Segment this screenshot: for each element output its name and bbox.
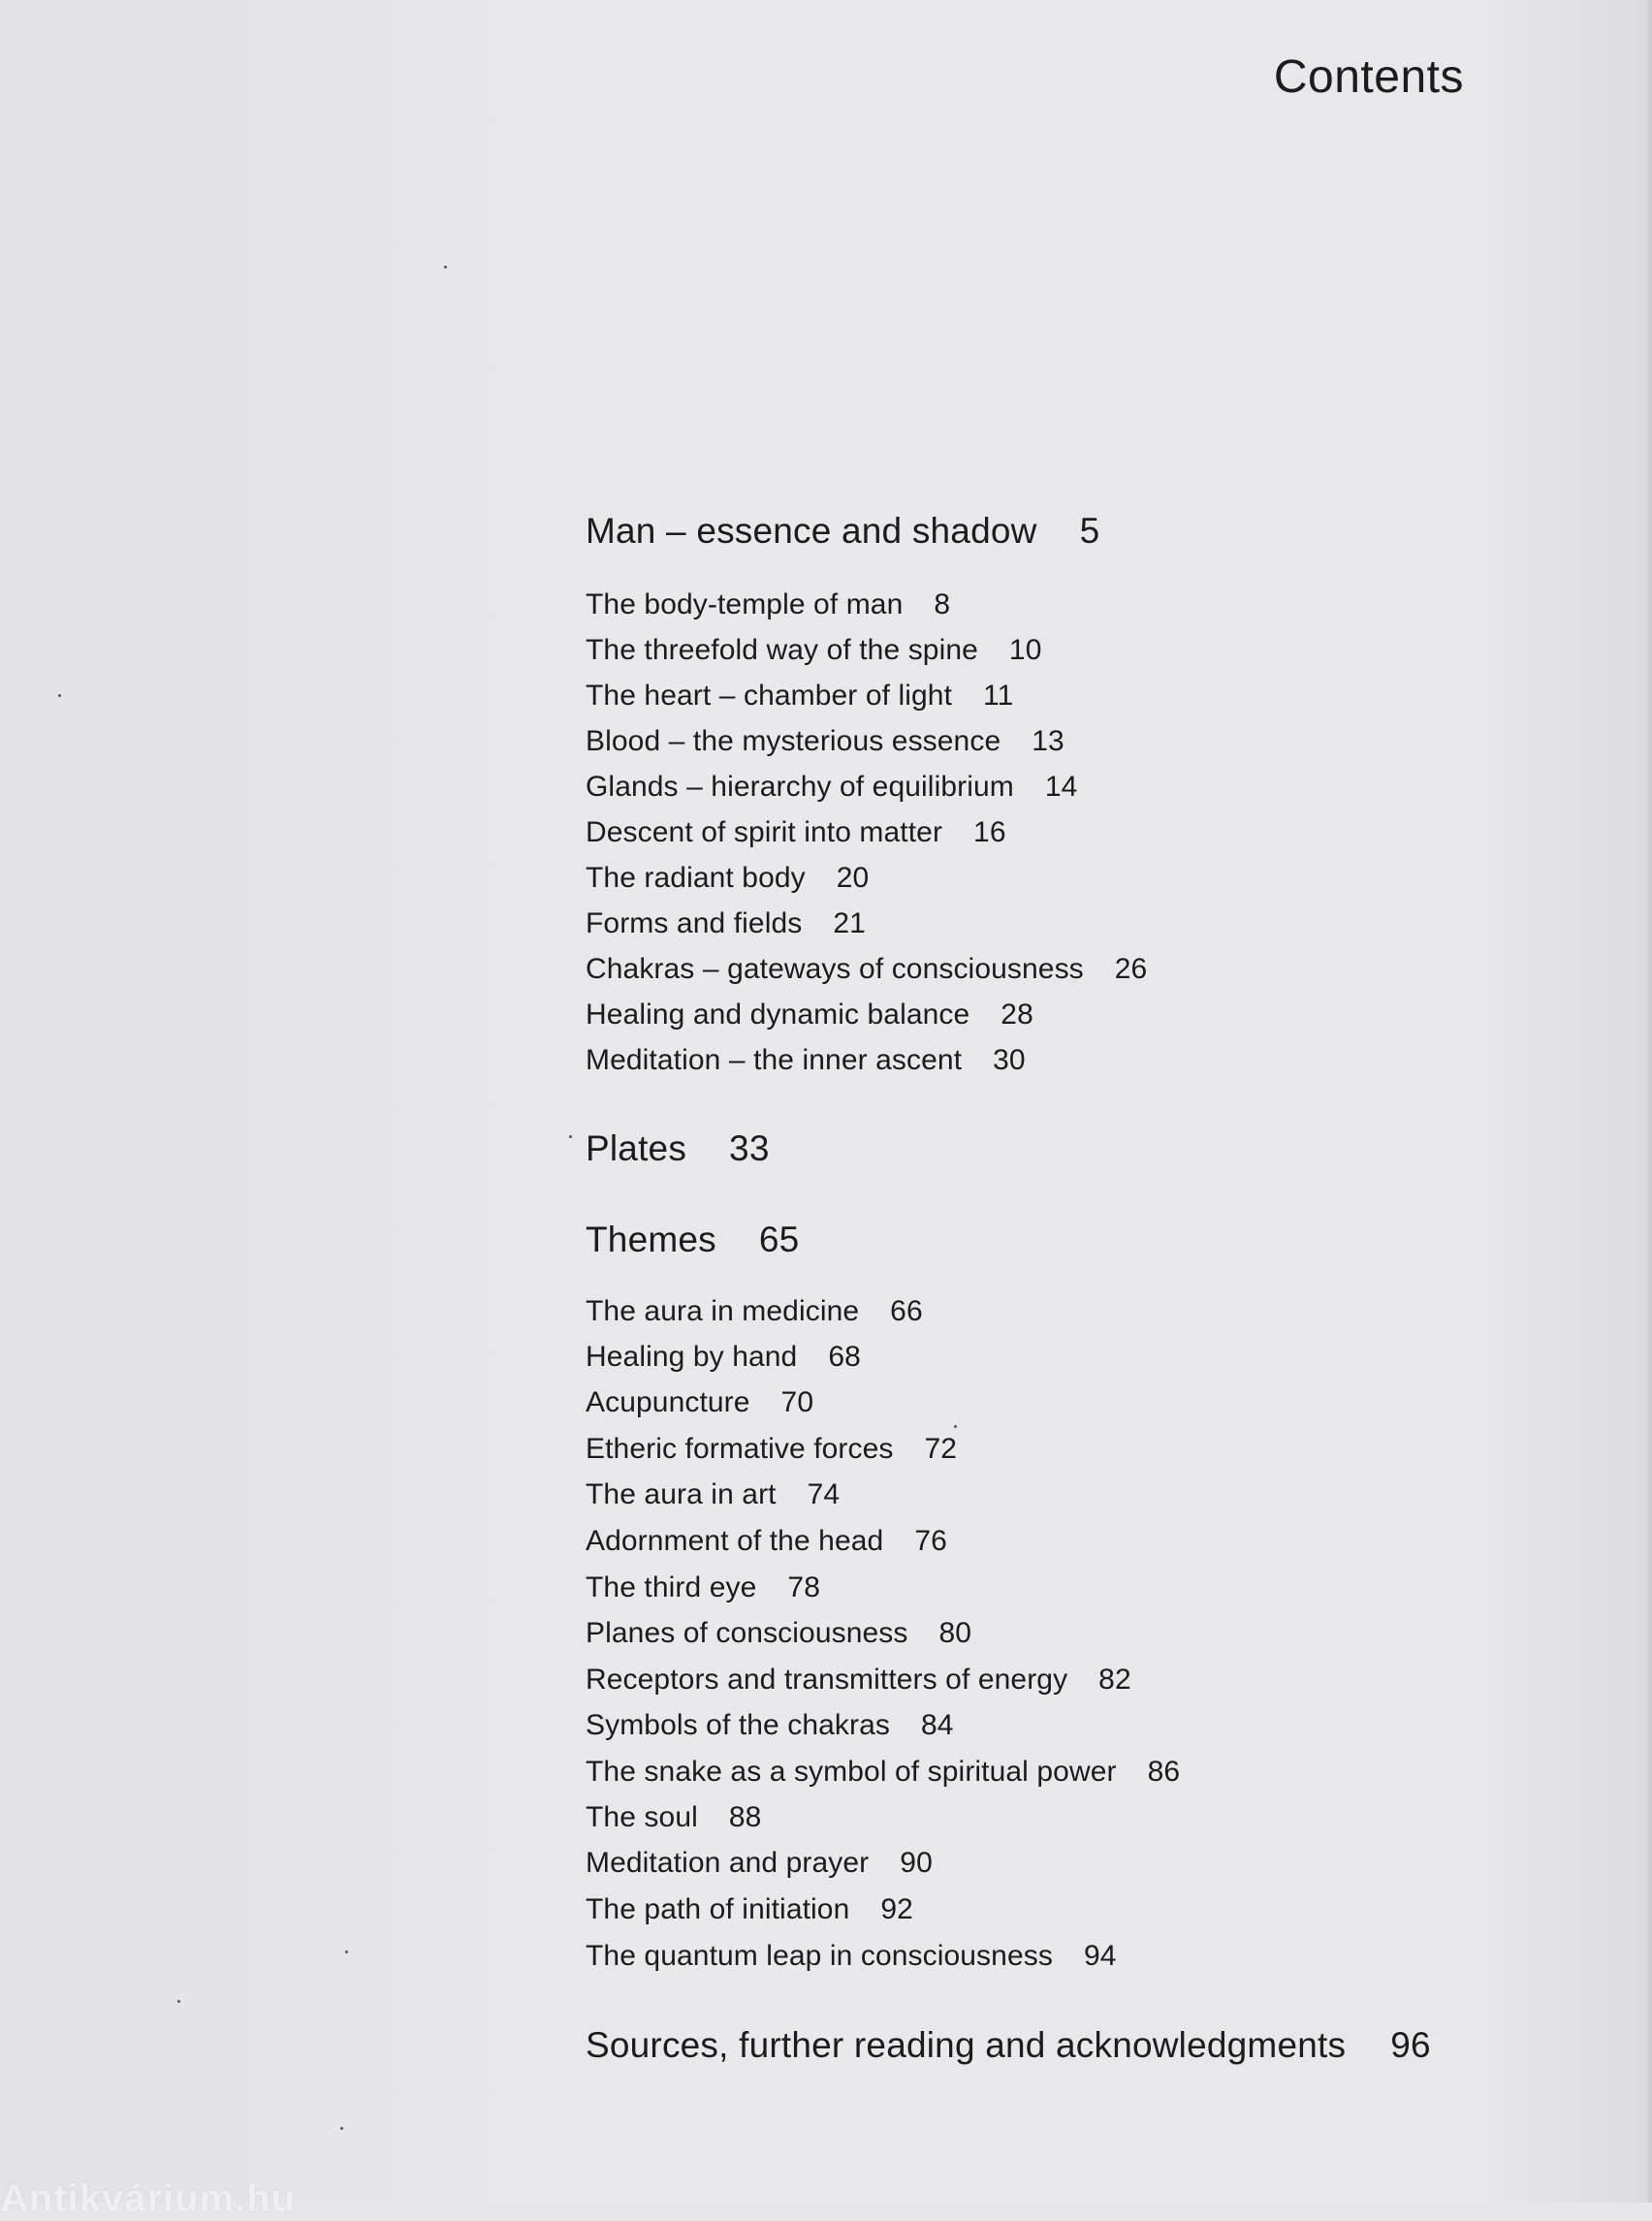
watermark-text: Antikvárium.hu (0, 2177, 297, 2220)
entry-page-number: 88 (728, 1801, 762, 1833)
entry-page-number: 72 (924, 1433, 958, 1465)
toc-entry (586, 634, 1042, 667)
toc-entry (586, 1940, 1117, 1973)
entry-title: Descent of spirit into matter (586, 816, 943, 848)
entry-title: The snake as a symbol of spiritual power (586, 1756, 1117, 1788)
section-page-number: 5 (1079, 511, 1100, 551)
dust-speck (177, 2000, 180, 2003)
entry-page-number: 94 (1083, 1940, 1117, 1972)
entry-title: Acupuncture (586, 1386, 750, 1418)
toc-entry (586, 1801, 761, 1834)
entry-title: The radiant body (586, 862, 806, 894)
entry-title: Forms and fields (586, 907, 803, 939)
entry-page-number: 68 (828, 1341, 861, 1373)
entry-page-number: 70 (780, 1386, 814, 1418)
entry-title: The aura in medicine (586, 1295, 860, 1327)
toc-entry (586, 680, 1013, 713)
entry-page-number: 30 (993, 1044, 1026, 1076)
entry-title: Symbols of the chakras (586, 1709, 891, 1741)
dust-speck (345, 1951, 348, 1953)
toc-entry (586, 862, 869, 895)
toc-entry (586, 999, 1033, 1031)
toc-entry (586, 1709, 954, 1742)
toc-entry (586, 1433, 957, 1466)
page-edge (1646, 0, 1652, 2203)
entry-page-number: 76 (914, 1525, 947, 1557)
dust-speck (954, 1425, 957, 1428)
entry-page-number: 90 (900, 1847, 933, 1879)
entry-page-number: 13 (1032, 725, 1064, 757)
entry-page-number: 92 (880, 1893, 913, 1925)
entry-title: Blood – the mysterious essence (586, 725, 1001, 757)
toc-entry (586, 1756, 1180, 1789)
entry-page-number: 10 (1008, 634, 1042, 666)
entry-page-number: 21 (833, 907, 866, 939)
entry-title: The heart – chamber of light (586, 680, 953, 712)
entry-title: Healing by hand (586, 1341, 798, 1373)
entry-page-number: 80 (938, 1617, 972, 1649)
page-title: Contents (1273, 51, 1464, 103)
entry-title: Meditation and prayer (586, 1847, 870, 1879)
entry-page-number: 8 (934, 588, 951, 620)
toc-entry (586, 1044, 1026, 1077)
section-title: Themes (586, 1220, 716, 1259)
entry-title: The threefold way of the spine (586, 634, 978, 666)
entry-page-number: 26 (1114, 953, 1148, 985)
dust-speck (444, 266, 447, 269)
toc-entry (586, 588, 950, 621)
entry-title: Meditation – the inner ascent (586, 1044, 963, 1076)
section-page-number: 33 (729, 1128, 770, 1168)
toc-section-heading (586, 1220, 799, 1260)
toc-entry (586, 1525, 947, 1558)
entry-title: The body-temple of man (586, 588, 904, 620)
entry-page-number: 66 (890, 1295, 923, 1327)
section-page-number: 65 (758, 1220, 800, 1259)
entry-title: The quantum leap in consciousness (586, 1940, 1053, 1972)
toc-entry (586, 1664, 1131, 1697)
entry-title: Adornment of the head (586, 1525, 884, 1557)
toc-entry (586, 1571, 820, 1604)
section-page-number: 96 (1390, 2025, 1431, 2065)
toc-entry (586, 1478, 840, 1511)
entry-title: Receptors and transmitters of energy (586, 1664, 1068, 1696)
entry-page-number: 86 (1147, 1756, 1181, 1788)
entry-page-number: 11 (983, 680, 1014, 712)
toc-entry (586, 907, 866, 940)
toc-section-heading (586, 1128, 770, 1169)
dust-speck (58, 694, 61, 697)
entry-title: The third eye (586, 1571, 757, 1603)
section-title: Sources, further reading and acknowledgments (586, 2025, 1347, 2065)
entry-title: The path of initiation (586, 1893, 850, 1925)
toc-entry (586, 1341, 861, 1374)
entry-title: Healing and dynamic balance (586, 999, 970, 1031)
section-title: Plates (586, 1128, 687, 1168)
toc-entry (586, 725, 1064, 758)
entry-title: The soul (586, 1801, 698, 1833)
entry-title: Planes of consciousness (586, 1617, 908, 1649)
entry-page-number: 20 (836, 862, 870, 894)
toc-section-heading (586, 511, 1099, 552)
toc-entry (586, 1893, 913, 1926)
entry-page-number: 78 (787, 1571, 820, 1603)
toc-entry (586, 953, 1147, 986)
toc-entry (586, 1295, 923, 1328)
entry-page-number: 16 (973, 816, 1006, 848)
dust-speck (340, 2127, 343, 2130)
toc-section-heading (586, 2025, 1431, 2066)
entry-title: Etheric formative forces (586, 1433, 894, 1465)
entry-title: The aura in art (586, 1478, 777, 1510)
section-title: Man – essence and shadow (586, 511, 1037, 551)
entry-title: Glands – hierarchy of equilibrium (586, 771, 1014, 803)
toc-entry (586, 771, 1077, 804)
toc-entry (586, 816, 1006, 849)
entry-title: Chakras – gateways of consciousness (586, 953, 1084, 985)
entry-page-number: 14 (1044, 771, 1078, 803)
entry-page-number: 28 (1001, 999, 1033, 1031)
entry-page-number: 82 (1098, 1664, 1131, 1696)
toc-entry (586, 1617, 971, 1650)
toc-entry (586, 1847, 933, 1880)
entry-page-number: 84 (921, 1709, 954, 1741)
toc-entry (586, 1386, 813, 1419)
entry-page-number: 74 (807, 1478, 841, 1510)
dust-speck (569, 1135, 572, 1138)
